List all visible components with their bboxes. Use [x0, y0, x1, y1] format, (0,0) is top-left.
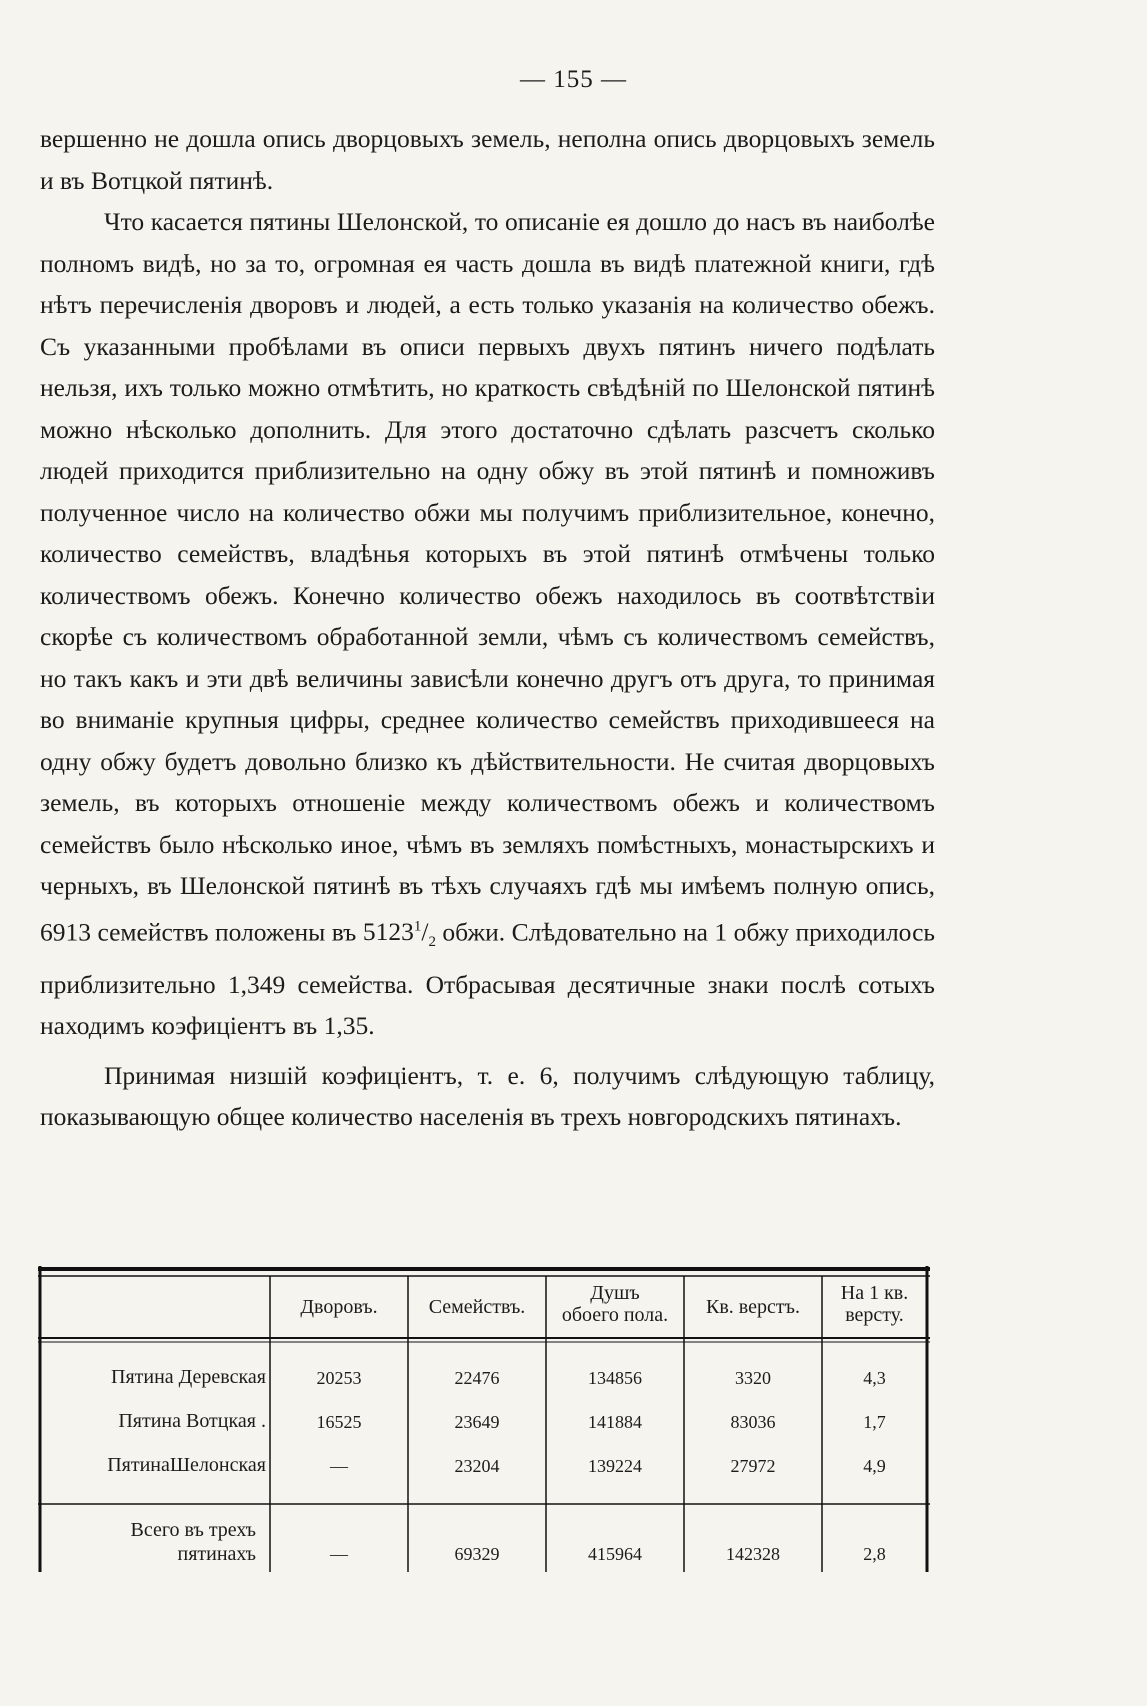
total-label-line2: пятинахъ [177, 1543, 256, 1565]
paragraph-1: вершенно не дошла опись дворцовыхъ земель, неполна опись дворцовыхъ земель и въ Вотцкой пятинѣ. [40, 124, 935, 195]
cell: — [330, 1456, 348, 1476]
total-cell: 2,8 [863, 1544, 886, 1564]
fraction: $5123^1/_2$ [362, 917, 436, 951]
col-header-dush [546, 1282, 684, 1326]
cell: 22476 [454, 1368, 500, 1388]
col-header-na-versty-line1: На 1 кв. [840, 1282, 909, 1304]
cell: 4,9 [863, 1456, 886, 1476]
total-cell: 142328 [726, 1544, 780, 1564]
total-cell: 69329 [454, 1544, 500, 1564]
cell: 3320 [735, 1368, 771, 1388]
paragraph-2-text: Что касается пятины Шелонской, то описаніе ея дошло до насъ въ наиболѣе полномъ видѣ, но за то, огромная ея часть дошла въ видѣ платежной книги, гдѣ нѣтъ перечисленія дворовъ и людей, а есть только указанія на количество обежъ. Съ указанными пробѣлами въ описи первыхъ двухъ пятинъ ничего подѣлать нельзя, ихъ только можно отмѣтить, но краткость свѣдѣній по Шелонской пятинѣ можно нѣсколько дополнить. Для этого достаточно сдѣлать разсчетъ сколько людей приходится приблизительно на одну обжу въ этой пятинѣ и помноживъ полученное число на количество обжи мы получимъ приблизительное, конечно, количество семействъ, владѣнья которыхъ въ этой пятинѣ отмѣчены только количествомъ обежъ. Конечно количество обежъ находилось въ соотвѣтствіи скорѣе съ количествомъ обработанной земли, чѣмъ съ количествомъ семействъ, но такъ какъ и эти двѣ величины зависѣли конечно другъ отъ друга, то принимая во вниманіе крупныя цифры, среднее количество семействъ приходившееся на одну обжу будетъ довольно близко къ дѣйствительности. Не считая дворцовыхъ земель, въ которыхъ отношеніе между количествомъ обежъ и количествомъ семействъ было нѣсколько иное, чѣмъ въ земляхъ помѣстныхъ, монастырскихъ и черныхъ, въ Шелонской пятинѣ въ тѣхъ случаяхъ гдѣ мы имѣемъ полную опись, 6913 семействъ положены въ [40, 207, 935, 946]
page-number: — 155 — [520, 66, 627, 93]
cell: 23649 [454, 1412, 500, 1432]
cell: 1,7 [863, 1412, 886, 1432]
total-label [46, 1518, 256, 1566]
total-cell: — [330, 1544, 348, 1564]
cell: 20253 [316, 1368, 362, 1388]
paragraph-2-continuation: обжи. Слѣдовательно на 1 обжу приходилось приблизительно 1,349 семейства. Отбрасывая десятичные знаки послѣ сотыхъ находимъ коэфиціентъ въ 1,35. [40, 917, 936, 1041]
paragraph-3: Принимая низшій коэфиціентъ, т. е. 6, получимъ слѣдующую таблицу, показывающую общее количество населенія въ трехъ новгородскихъ пятинахъ. [40, 1060, 935, 1132]
population-table [38, 1266, 930, 1572]
row-label-votckaya: Пятина Вотцкая . [118, 1410, 266, 1432]
cell: 27972 [730, 1456, 776, 1476]
col-header-dvorov: Дворовъ. [300, 1296, 378, 1318]
col-header-na-versty [822, 1282, 927, 1326]
cell: 23204 [454, 1456, 500, 1476]
col-header-na-versty-line2: версту. [845, 1304, 904, 1326]
fraction-whole: 5123 [362, 917, 414, 946]
col-header-semeystv: Семействъ. [428, 1296, 526, 1318]
cell: 83036 [730, 1412, 776, 1432]
fraction-numerator: 1 [413, 918, 422, 935]
cell: 139224 [588, 1456, 642, 1476]
col-header-dush-line2: обоего пола. [561, 1304, 669, 1326]
cell: 16525 [316, 1412, 362, 1432]
body-text [40, 118, 935, 1138]
cell: 4,3 [863, 1368, 886, 1388]
total-cell: 415964 [588, 1544, 642, 1564]
cell: 134856 [588, 1368, 642, 1388]
total-label-line1: Всего въ трехъ [130, 1519, 256, 1541]
col-header-kv-verst: Кв. верстъ. [706, 1296, 800, 1318]
fraction-denominator: 2 [428, 934, 436, 951]
paragraph-2 [40, 201, 935, 1047]
cell: 141884 [588, 1412, 642, 1432]
row-label-shelonskaya: ПятинаШелонская [107, 1454, 266, 1476]
row-label-derevskaya: Пятина Деревская [111, 1366, 266, 1388]
col-header-dush-line1: Душъ [590, 1282, 640, 1304]
